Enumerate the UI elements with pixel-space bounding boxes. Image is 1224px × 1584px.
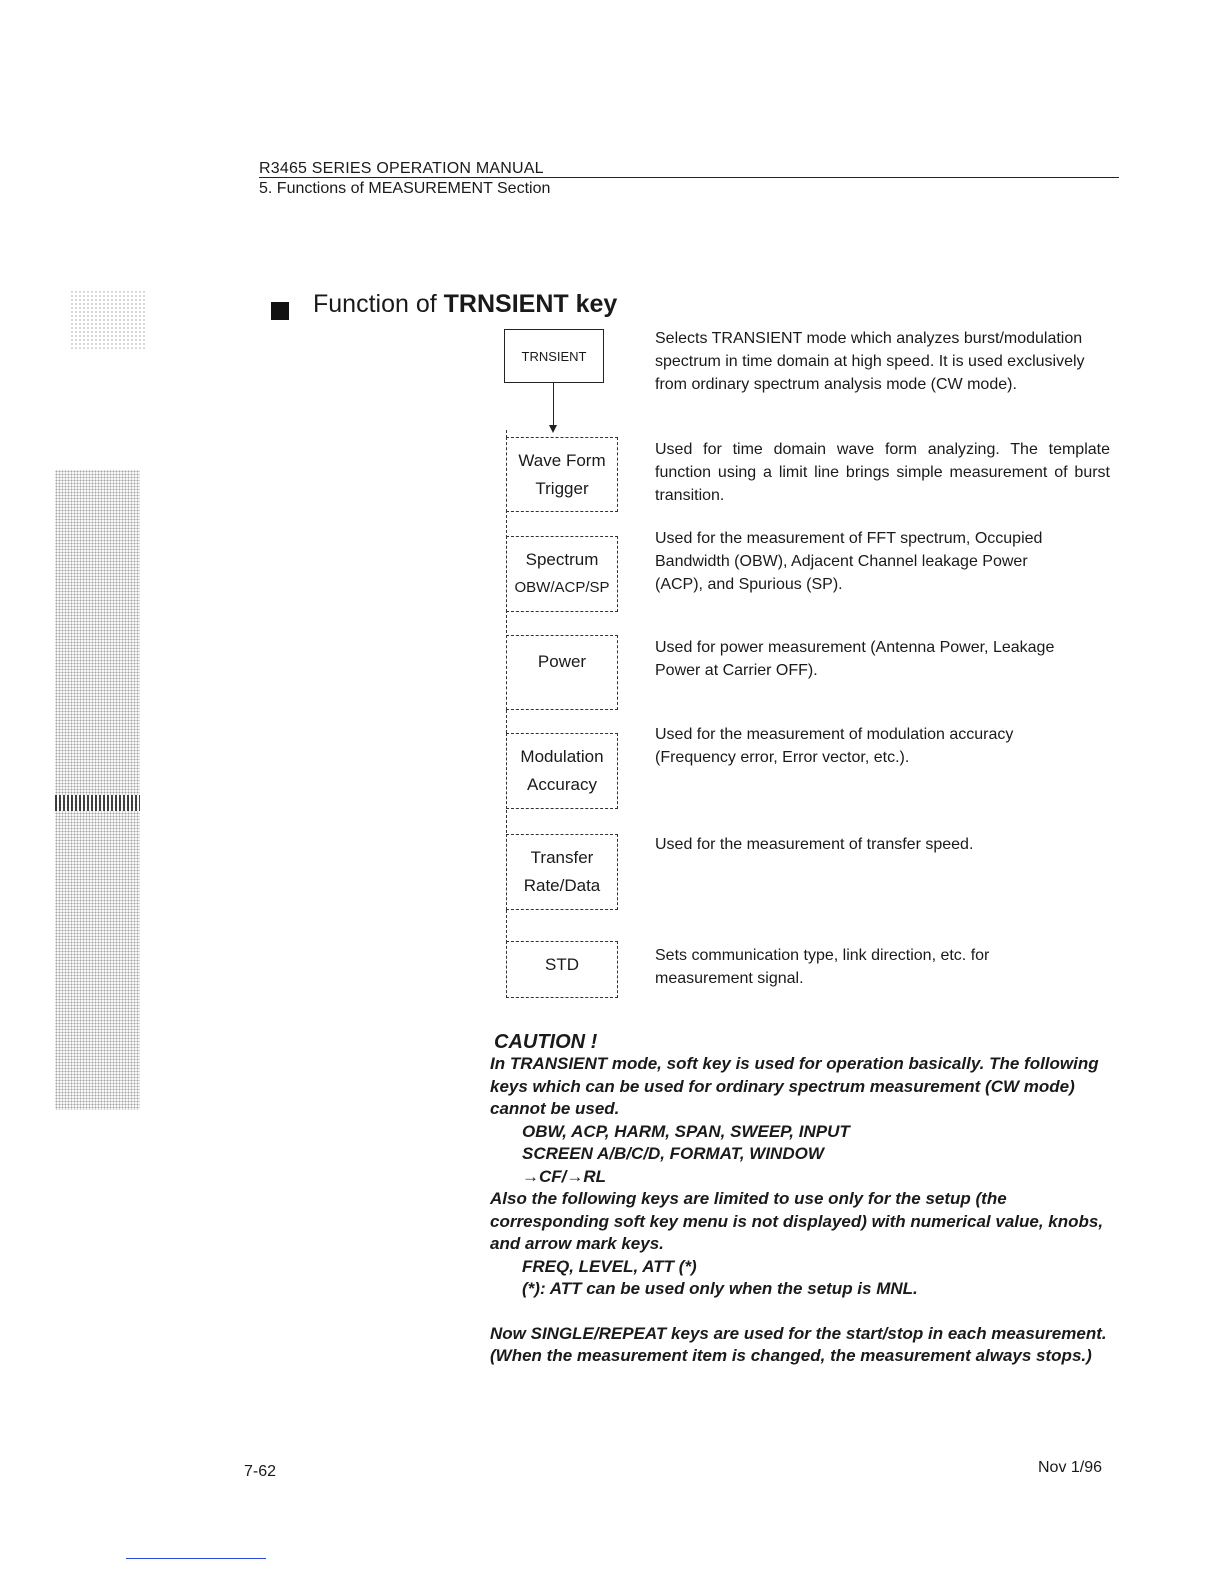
diagram-spine [506, 430, 507, 998]
menu-box-transfer [506, 834, 618, 910]
box-line: Modulation [520, 747, 604, 766]
caution-paragraph: Now SINGLE/REPEAT keys are used for the start/stop in each measurement. (When the measurement item is changed, the measurement always stops.) [490, 1323, 1107, 1365]
box-line: Rate/Data [523, 876, 601, 895]
caution-key-list: SCREEN A/B/C/D, FORMAT, WINDOW [522, 1144, 824, 1163]
menu-box-modulation [506, 733, 618, 809]
square-bullet-icon [271, 302, 289, 320]
section-subtitle: 5. Functions of MEASUREMENT Section [259, 180, 551, 197]
desc-modulation: Used for the measurement of modulation accuracy (Frequency error, Error vector, etc.). [655, 726, 1014, 766]
caution-title: CAUTION ! [494, 1031, 598, 1053]
arrow-line [553, 382, 554, 428]
trnsient-key-box: TRNSIENT [504, 329, 604, 383]
scan-noise [55, 795, 140, 811]
box-line: Trigger [535, 478, 589, 498]
section-title-prefix: Function of [313, 290, 444, 318]
box-line: STD [545, 954, 579, 974]
box-line: Accuracy [527, 775, 597, 794]
caution-note: (*): ATT can be used only when the setup is MNL. [522, 1279, 918, 1298]
menu-box-spectrum [506, 536, 618, 612]
menu-box-waveform [506, 437, 618, 512]
manual-title: R3465 SERIES OPERATION MANUAL [259, 160, 544, 177]
section-title [313, 290, 617, 319]
arrow-down-icon [549, 425, 557, 433]
caution-key-list: OBW, ACP, HARM, SPAN, SWEEP, INPUT [522, 1121, 850, 1141]
caution-key-list: →CF/→RL [522, 1166, 607, 1186]
desc-power: Used for power measurement (Antenna Power, Leakage Power at Carrier OFF). [655, 639, 1055, 679]
desc-waveform: Used for time domain wave form analyzing. The template function using a limit line brings simple measurement of burst transition. [655, 441, 1110, 504]
caution-block [490, 1053, 1110, 1368]
desc-std: Sets communication type, link direction, etc. for measurement signal. [655, 947, 990, 987]
box-line: Wave Form [518, 450, 606, 470]
desc-spectrum: Used for the measurement of FFT spectrum, Occupied Bandwidth (OBW), Adjacent Channel leakage Power (ACP), and Spurious (SP). [655, 530, 1043, 593]
caution-key-list: FREQ, LEVEL, ATT (*) [522, 1256, 697, 1276]
scan-noise [70, 290, 145, 350]
box-line: Power [537, 651, 587, 671]
box-line: Spectrum [525, 550, 599, 569]
desc-trnsient: Selects TRANSIENT mode which analyzes burst/modulation spectrum in time domain at high speed. It is used exclusively from ordinary spectrum analysis mode (CW mode). [655, 330, 1085, 393]
revision-date: Nov 1/96 [1038, 1459, 1103, 1476]
bottom-rule [126, 1558, 266, 1559]
menu-box-std [506, 941, 618, 998]
menu-box-power [506, 635, 618, 710]
caution-paragraph: In TRANSIENT mode, soft key is used for operation basically. The following keys which can be used for ordinary spectrum measurement (CW mode) cannot be used. [490, 1054, 1099, 1118]
section-title-key: TRNSIENT key [443, 290, 618, 318]
desc-transfer: Used for the measurement of transfer speed. [655, 836, 974, 853]
box-line: OBW/ACP/SP [514, 579, 610, 596]
header-rule [259, 177, 1119, 178]
page-number: 7-62 [244, 1463, 277, 1480]
caution-paragraph: Also the following keys are limited to use only for the setup (the corresponding soft key menu is not displayed) with numerical value, knobs, and arrow mark keys. [490, 1189, 1104, 1253]
scan-noise [55, 470, 140, 1110]
box-line: Transfer [530, 848, 594, 867]
